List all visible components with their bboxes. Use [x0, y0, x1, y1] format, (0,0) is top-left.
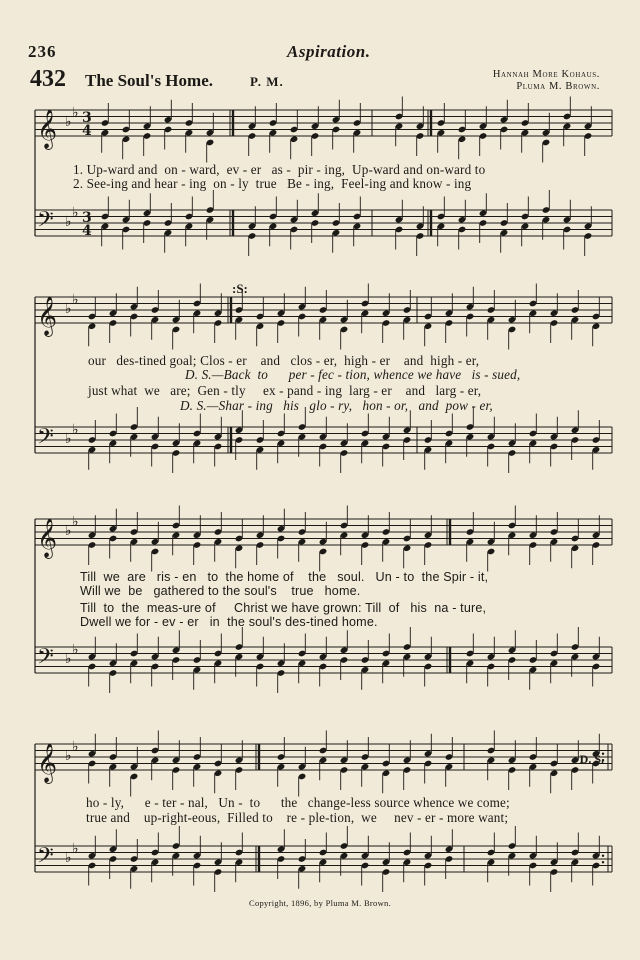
flat-icon: ♭	[65, 214, 72, 230]
flat-icon: ♭	[72, 513, 79, 530]
ds-mark: D. S.	[579, 752, 604, 766]
flat-icon: ♭	[65, 301, 72, 317]
flat-icon: ♭	[65, 651, 72, 667]
bass-clef-icon: 𝄢	[37, 424, 54, 455]
lyric-line: Will we be gathered to the soul's true home.	[80, 584, 361, 598]
lyric-line: Till to the meas-ure of Christ we have grown: Till of his na - ture,	[80, 601, 487, 615]
copyright-notice: Copyright, 1896, by Pluma M. Brown.	[248, 898, 392, 908]
flat-icon: ♭	[72, 104, 79, 121]
flat-icon: ♭	[65, 748, 72, 764]
time-signature: 3	[82, 110, 92, 126]
flat-icon: ♭	[65, 850, 72, 866]
hymn-number: 432	[30, 66, 66, 92]
lyric-line: just what we are; Gen - tly ex - pand - ing larg - er and larg - er,	[88, 383, 482, 398]
time-signature: 4	[82, 223, 92, 239]
page-number: 236	[28, 42, 57, 61]
flat-icon: ♭	[72, 291, 79, 308]
treble-clef-icon: 𝄞	[37, 743, 58, 783]
treble-clef-icon: 𝄞	[37, 518, 58, 558]
bass-clef-icon: 𝄢	[37, 644, 54, 675]
hymn-title: The Soul's Home.	[85, 71, 213, 90]
flat-icon: ♭	[65, 431, 72, 447]
lyric-line: Dwell we for - ev - er in the soul's des-tined home.	[80, 615, 378, 629]
bass-clef-icon: 𝄢	[37, 207, 54, 238]
lyric-line: Till we are ris - en to the home of the soul. Un - to the Spir - it,	[80, 570, 489, 584]
treble-clef-icon: 𝄞	[37, 296, 58, 336]
lyric-line-ds: D. S.—Back to per - fec - tion, whence we have is - sued,	[185, 367, 521, 382]
composer-credit: Pluma M. Brown.	[516, 81, 600, 92]
flat-icon: ♭	[72, 641, 79, 658]
author-credit: Hannah More Kohaus.	[492, 69, 600, 80]
hymn-meter: P. M.	[250, 74, 284, 89]
section-title: Aspiration.	[287, 42, 371, 61]
flat-icon: ♭	[72, 738, 79, 755]
time-signature: 4	[82, 123, 92, 139]
treble-clef-icon: 𝄞	[37, 109, 58, 149]
bass-clef-icon: 𝄢	[37, 843, 54, 874]
time-signature: 3	[82, 210, 92, 226]
flat-icon: ♭	[65, 523, 72, 539]
lyric-line: 1. Up-ward and on - ward, ev - er as - pir - ing, Up-ward and on-ward to	[73, 162, 486, 177]
flat-icon: ♭	[72, 421, 79, 438]
repeat-dot	[602, 855, 604, 857]
segno-mark: :S:	[232, 281, 248, 296]
lyric-line: ho - ly, e - ter - nal, Un - to the change-less source whence we come;	[86, 795, 510, 810]
lyric-line-ds: D. S.—Shar - ing his glo - ry, hon - or, and pow - er,	[180, 398, 493, 413]
lyric-line: true and up-right-eous, Filled to re - ple-tion, we nev - er - more want;	[86, 810, 509, 825]
flat-icon: ♭	[72, 840, 79, 857]
lyric-line: 2. See-ing and hear - ing on - ly true Be - ing, Feel-ing and know - ing	[73, 176, 472, 191]
lyric-line: our des-tined goal; Clos - er and clos - er, high - er and high - er,	[88, 353, 480, 368]
flat-icon: ♭	[65, 114, 72, 130]
repeat-dot	[602, 861, 604, 863]
flat-icon: ♭	[72, 204, 79, 221]
